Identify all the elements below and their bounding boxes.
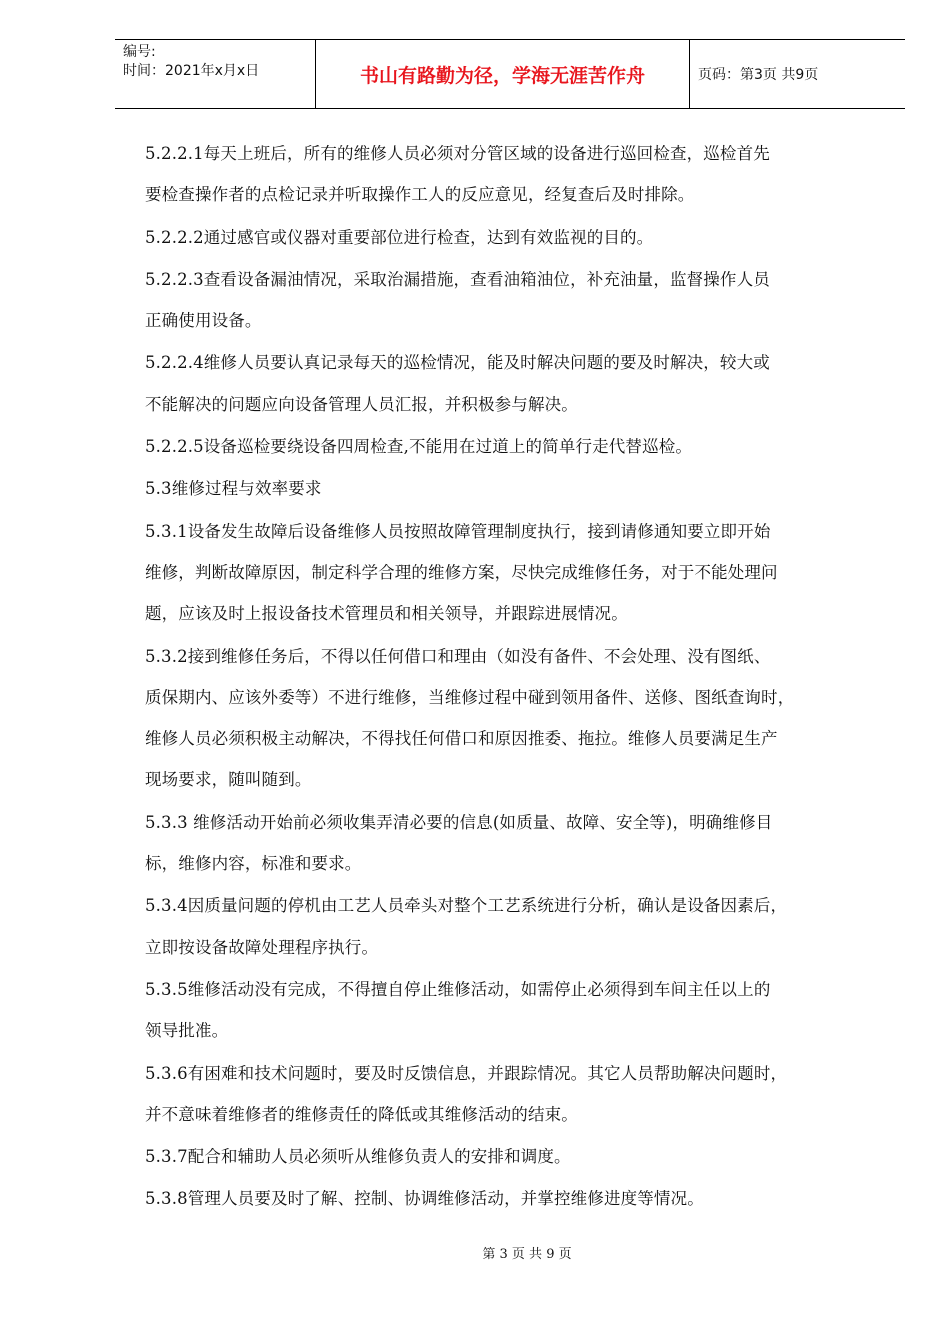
date-label: 时间：2021年x月x日 — [123, 63, 260, 79]
paragraph: 5.2.2.4维修人员要认真记录每天的巡检情况，能及时解决问题的要及时解决，较大或 不能解决的问题应向设备管理人员汇报，并积极参与解决。 — [145, 353, 770, 414]
motto-text: 书山有路勤为径，学海无涯苦作舟 — [359, 65, 645, 87]
header-meta-cell — [115, 40, 316, 108]
header-page-cell — [690, 40, 905, 108]
header-page-number: 页码：第3页 共9页 — [698, 67, 819, 83]
paragraph: 5.2.2.5设备巡检要绕设备四周检查,不能用在过道上的简单行走代替巡检。 — [145, 437, 693, 457]
paragraph: 5.3.8管理人员要及时了解、控制、协调维修活动，并掌控维修进度等情况。 — [145, 1189, 704, 1209]
paragraph: 5.3.7配合和辅助人员必须听从维修负责人的安排和调度。 — [145, 1147, 571, 1167]
section-heading: 5.3维修过程与效率要求 — [145, 479, 322, 499]
paragraph: 5.3.4因质量问题的停机由工艺人员牵头对整个工艺系统进行分析，确认是设备因素后， 立即按设备故障处理程序执行。 — [145, 896, 788, 957]
paragraph: 5.3.1设备发生故障后设备维修人员按照故障管理制度执行，接到请修通知要立即开始 维修，判断故障原因，制定科学合理的维修方案，尽快完成维修任务，对于不能处理问 题，应该及时上报设备技术管理员和相关领导，并跟踪进展情况。 — [145, 521, 778, 624]
serial-number-label: 编号: — [123, 44, 156, 60]
document-body — [145, 133, 880, 1221]
header-motto-cell — [316, 40, 690, 108]
paragraph: 5.3.2接到维修任务后，不得以任何借口和理由（如没有备件、不会处理、没有图纸、 质保期内、应该外委等）不进行维修，当维修过程中碰到领用备件、送修、图纸查询时， 维修人员必须积极主动解决，不得找任何借口和原因推委、拖拉。维修人员要满足生产 现场要求，随叫随到。 — [145, 646, 795, 790]
paragraph: 5.2.2.2通过感官或仪器对重要部位进行检查，达到有效监视的目的。 — [145, 227, 654, 247]
page-footer: 第 3 页 共 9 页 — [482, 1247, 572, 1262]
paragraph: 5.2.2.1每天上班后，所有的维修人员必须对分管区域的设备进行巡回检查，巡检首先 要检查操作者的点检记录并听取操作工人的反应意见，经复查后及时排除。 — [145, 144, 770, 205]
paragraph: 5.2.2.3查看设备漏油情况，采取治漏措施，查看油箱油位，补充油量，监督操作人员 正确使用设备。 — [145, 269, 770, 331]
paragraph: 5.3.6有困难和技术问题时，要及时反馈信息，并跟踪情况。其它人员帮助解决问题时， 并不意味着维修者的维修责任的降低或其维修活动的结束。 — [145, 1063, 788, 1124]
document-header — [115, 39, 905, 109]
paragraph: 5.3.5维修活动没有完成，不得擅自停止维修活动，如需停止必须得到车间主任以上的 领导批准。 — [145, 979, 771, 1041]
paragraph: 5.3.3 维修活动开始前必须收集弄清必要的信息(如质量、故障、安全等)，明确维修目 标，维修内容，标准和要求。 — [145, 812, 773, 874]
